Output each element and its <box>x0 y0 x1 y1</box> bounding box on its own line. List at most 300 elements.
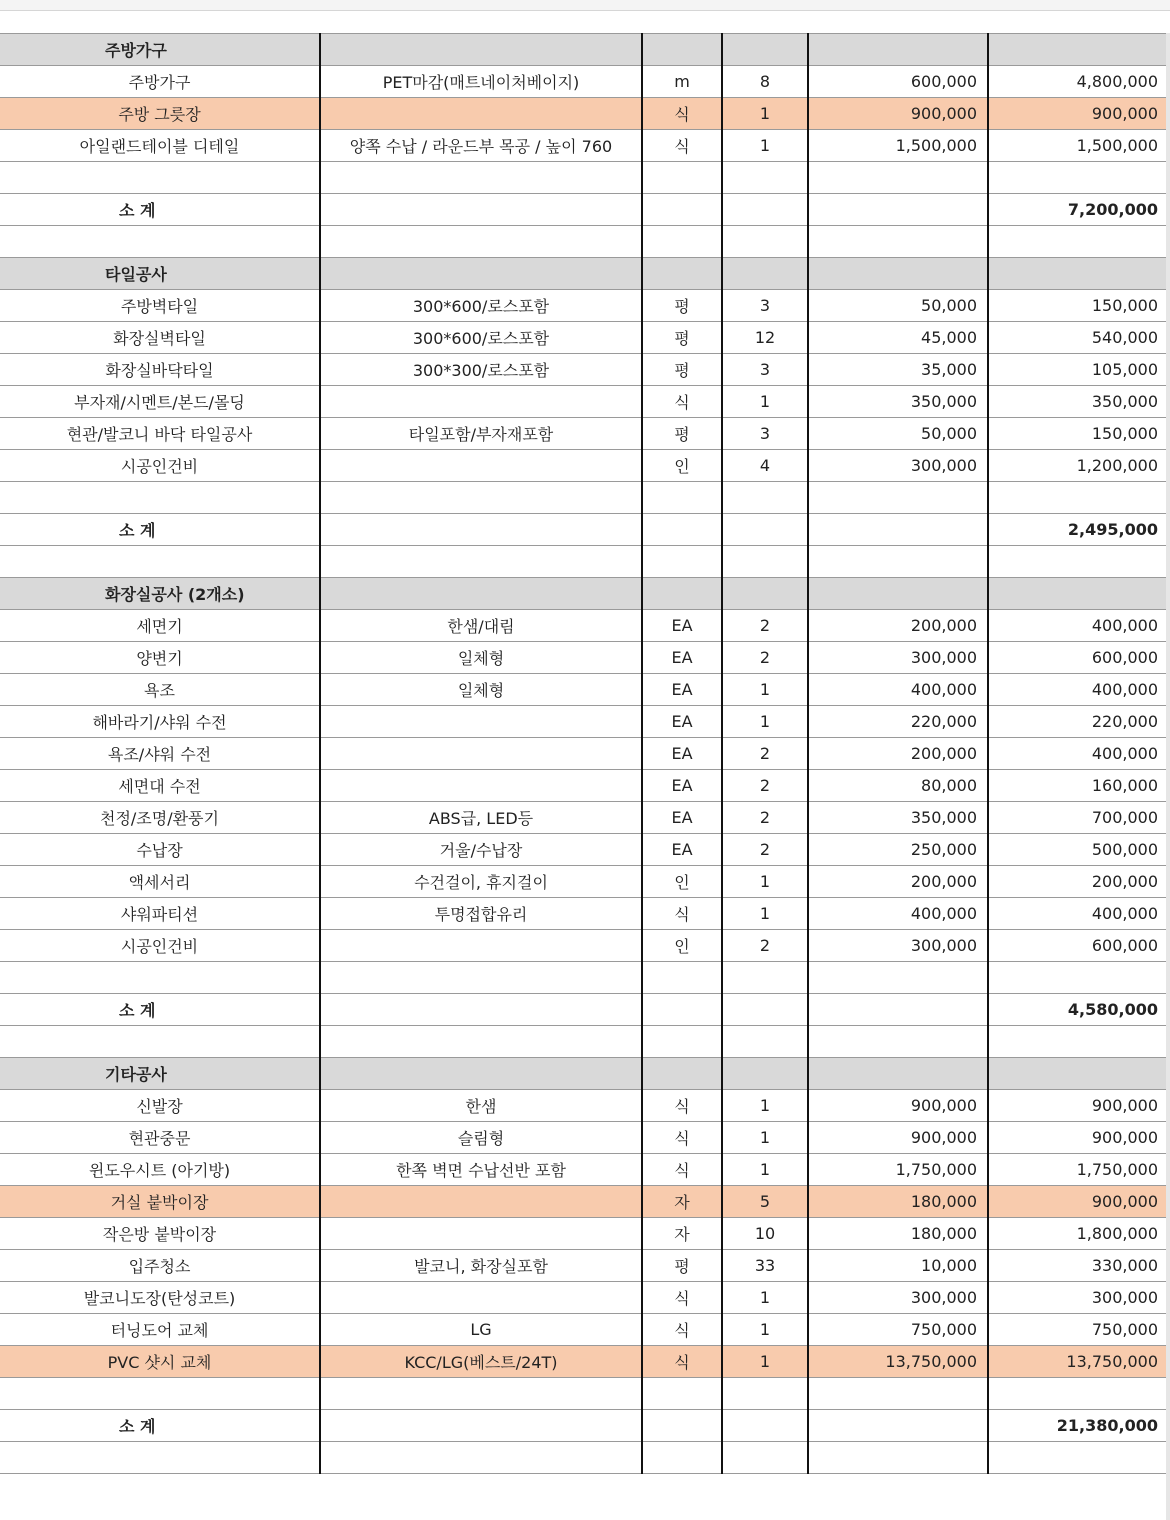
spec-cell[interactable]: 슬림형 <box>320 1122 642 1154</box>
unit-price-cell[interactable] <box>808 194 988 226</box>
unit-cell[interactable] <box>642 514 722 546</box>
unit-price-cell[interactable] <box>808 994 988 1026</box>
spreadsheet-toolbar-edge <box>0 0 1170 11</box>
unit-price-cell[interactable]: 200,000 <box>808 738 988 770</box>
table-row <box>0 706 1168 738</box>
amount-cell[interactable]: 400,000 <box>988 898 1168 930</box>
table-row <box>0 1282 1168 1314</box>
unit-price-cell[interactable]: 13,750,000 <box>808 1346 988 1378</box>
amount-cell[interactable]: 1,200,000 <box>988 450 1168 482</box>
unit-price-cell[interactable]: 600,000 <box>808 66 988 98</box>
unit-price-cell[interactable]: 80,000 <box>808 770 988 802</box>
unit-cell[interactable]: 식 <box>642 1090 722 1122</box>
quantity-cell[interactable]: 4 <box>722 450 808 482</box>
amount-cell[interactable]: 600,000 <box>988 930 1168 962</box>
unit-price-cell[interactable]: 45,000 <box>808 322 988 354</box>
table-row <box>0 130 1168 162</box>
quantity-cell[interactable] <box>722 1058 808 1090</box>
spec-cell[interactable] <box>320 386 642 418</box>
unit-cell[interactable]: 식 <box>642 1314 722 1346</box>
quantity-cell[interactable]: 1 <box>722 866 808 898</box>
section-header-row <box>0 578 1168 610</box>
spec-cell[interactable]: KCC/LG(베스트/24T) <box>320 1346 642 1378</box>
item-cell[interactable]: 기타공사 <box>0 1058 320 1090</box>
spec-cell[interactable] <box>320 1026 642 1058</box>
spec-cell[interactable]: PET마감(매트네이처베이지) <box>320 66 642 98</box>
quantity-cell[interactable]: 1 <box>722 1090 808 1122</box>
spec-cell[interactable]: 거울/수납장 <box>320 834 642 866</box>
spec-cell[interactable]: 300*600/로스포함 <box>320 290 642 322</box>
unit-cell[interactable]: 식 <box>642 386 722 418</box>
amount-cell[interactable] <box>988 578 1168 610</box>
amount-cell[interactable]: 200,000 <box>988 866 1168 898</box>
spec-cell[interactable] <box>320 994 642 1026</box>
unit-price-cell[interactable] <box>808 514 988 546</box>
unit-price-cell[interactable]: 50,000 <box>808 290 988 322</box>
quantity-cell[interactable]: 2 <box>722 930 808 962</box>
quantity-cell[interactable]: 2 <box>722 802 808 834</box>
unit-cell[interactable]: 평 <box>642 290 722 322</box>
item-cell[interactable]: 양변기 <box>0 642 320 674</box>
unit-cell[interactable]: EA <box>642 642 722 674</box>
table-row <box>0 898 1168 930</box>
item-cell[interactable]: 주방벽타일 <box>0 290 320 322</box>
quantity-cell[interactable]: 33 <box>722 1250 808 1282</box>
unit-cell[interactable]: 인 <box>642 866 722 898</box>
unit-price-cell[interactable]: 180,000 <box>808 1218 988 1250</box>
table-row <box>0 930 1168 962</box>
unit-price-cell[interactable]: 1,500,000 <box>808 130 988 162</box>
unit-cell[interactable]: m <box>642 66 722 98</box>
unit-cell[interactable]: 평 <box>642 354 722 386</box>
amount-cell[interactable]: 13,750,000 <box>988 1346 1168 1378</box>
unit-cell[interactable]: EA <box>642 770 722 802</box>
amount-cell[interactable]: 7,200,000 <box>988 194 1168 226</box>
unit-price-cell[interactable]: 10,000 <box>808 1250 988 1282</box>
amount-cell[interactable]: 900,000 <box>988 1186 1168 1218</box>
item-cell[interactable] <box>0 226 320 258</box>
unit-price-cell[interactable]: 180,000 <box>808 1186 988 1218</box>
blank-row <box>0 1442 1168 1474</box>
unit-price-cell[interactable] <box>808 1058 988 1090</box>
unit-price-cell[interactable]: 300,000 <box>808 1282 988 1314</box>
spec-cell[interactable]: 수건걸이, 휴지걸이 <box>320 866 642 898</box>
item-cell[interactable]: 액세서리 <box>0 866 320 898</box>
amount-cell[interactable]: 105,000 <box>988 354 1168 386</box>
spec-cell[interactable] <box>320 450 642 482</box>
quantity-cell[interactable]: 2 <box>722 738 808 770</box>
unit-price-cell[interactable]: 220,000 <box>808 706 988 738</box>
amount-cell[interactable] <box>988 1058 1168 1090</box>
item-cell[interactable]: 주방가구 <box>0 66 320 98</box>
item-cell[interactable]: 현관/발코니 바닥 타일공사 <box>0 418 320 450</box>
unit-price-cell[interactable]: 50,000 <box>808 418 988 450</box>
unit-price-cell[interactable]: 300,000 <box>808 450 988 482</box>
item-cell[interactable] <box>0 962 320 994</box>
amount-cell[interactable]: 4,800,000 <box>988 66 1168 98</box>
table-row <box>0 1090 1168 1122</box>
spec-cell[interactable] <box>320 1282 642 1314</box>
unit-cell[interactable]: 식 <box>642 1346 722 1378</box>
quantity-cell[interactable]: 1 <box>722 1346 808 1378</box>
blank-row <box>0 482 1168 514</box>
spec-cell[interactable] <box>320 226 642 258</box>
spec-cell[interactable] <box>320 1378 642 1410</box>
unit-price-cell[interactable]: 200,000 <box>808 610 988 642</box>
item-cell[interactable]: 아일랜드테이블 디테일 <box>0 130 320 162</box>
item-cell[interactable]: 세면기 <box>0 610 320 642</box>
blank-row <box>0 162 1168 194</box>
amount-cell[interactable]: 600,000 <box>988 642 1168 674</box>
item-cell[interactable] <box>0 162 320 194</box>
unit-cell[interactable] <box>642 578 722 610</box>
quantity-cell[interactable]: 2 <box>722 610 808 642</box>
blank-row <box>0 962 1168 994</box>
unit-cell[interactable] <box>642 1026 722 1058</box>
quantity-cell[interactable]: 1 <box>722 130 808 162</box>
spec-cell[interactable]: 300*600/로스포함 <box>320 322 642 354</box>
quantity-cell[interactable]: 10 <box>722 1218 808 1250</box>
spec-cell[interactable]: 투명접합유리 <box>320 898 642 930</box>
unit-price-cell[interactable] <box>808 578 988 610</box>
quantity-cell[interactable]: 1 <box>722 1314 808 1346</box>
unit-cell[interactable] <box>642 1378 722 1410</box>
item-cell[interactable]: 소 계 <box>0 194 320 226</box>
quantity-cell[interactable]: 1 <box>722 386 808 418</box>
unit-cell[interactable] <box>642 1442 722 1474</box>
unit-cell[interactable]: EA <box>642 738 722 770</box>
quantity-cell[interactable] <box>722 482 808 514</box>
unit-cell[interactable]: EA <box>642 706 722 738</box>
spec-cell[interactable]: 발코니, 화장실포함 <box>320 1250 642 1282</box>
amount-cell[interactable]: 750,000 <box>988 1314 1168 1346</box>
spec-cell[interactable] <box>320 1442 642 1474</box>
amount-cell[interactable]: 1,500,000 <box>988 130 1168 162</box>
unit-cell[interactable] <box>642 962 722 994</box>
item-cell[interactable]: 타일공사 <box>0 258 320 290</box>
amount-cell[interactable] <box>988 258 1168 290</box>
unit-price-cell[interactable] <box>808 34 988 66</box>
blank-row <box>0 1378 1168 1410</box>
item-cell[interactable]: 세면대 수전 <box>0 770 320 802</box>
amount-cell[interactable]: 1,750,000 <box>988 1154 1168 1186</box>
item-cell[interactable]: PVC 샷시 교체 <box>0 1346 320 1378</box>
table-row <box>0 418 1168 450</box>
sheet-right-edge <box>1166 33 1170 1520</box>
spec-cell[interactable]: 한샘 <box>320 1090 642 1122</box>
amount-cell[interactable] <box>988 1378 1168 1410</box>
unit-price-cell[interactable] <box>808 1410 988 1442</box>
item-cell[interactable]: 소 계 <box>0 514 320 546</box>
table-row <box>0 98 1168 130</box>
amount-cell[interactable]: 900,000 <box>988 1122 1168 1154</box>
item-cell[interactable] <box>0 1442 320 1474</box>
table-row <box>0 802 1168 834</box>
quantity-cell[interactable] <box>722 994 808 1026</box>
item-cell[interactable]: 소 계 <box>0 1410 320 1442</box>
unit-cell[interactable]: EA <box>642 834 722 866</box>
spec-cell[interactable] <box>320 258 642 290</box>
quantity-cell[interactable] <box>722 258 808 290</box>
unit-cell[interactable]: 평 <box>642 418 722 450</box>
spec-cell[interactable]: 한샘/대림 <box>320 610 642 642</box>
spec-cell[interactable]: 일체형 <box>320 674 642 706</box>
quantity-cell[interactable] <box>722 162 808 194</box>
item-cell[interactable]: 입주청소 <box>0 1250 320 1282</box>
quantity-cell[interactable]: 12 <box>722 322 808 354</box>
quantity-cell[interactable]: 1 <box>722 1122 808 1154</box>
spec-cell[interactable] <box>320 770 642 802</box>
amount-cell[interactable]: 400,000 <box>988 674 1168 706</box>
quantity-cell[interactable] <box>722 546 808 578</box>
quantity-cell[interactable] <box>722 1410 808 1442</box>
spec-cell[interactable] <box>320 706 642 738</box>
item-cell[interactable]: 시공인건비 <box>0 450 320 482</box>
amount-cell[interactable]: 700,000 <box>988 802 1168 834</box>
spec-cell[interactable]: 타일포함/부자재포함 <box>320 418 642 450</box>
unit-cell[interactable] <box>642 194 722 226</box>
unit-cell[interactable] <box>642 482 722 514</box>
spec-cell[interactable] <box>320 1410 642 1442</box>
table-row <box>0 642 1168 674</box>
quantity-cell[interactable] <box>722 1378 808 1410</box>
unit-cell[interactable]: 식 <box>642 898 722 930</box>
item-cell[interactable]: 부자재/시멘트/본드/몰딩 <box>0 386 320 418</box>
unit-price-cell[interactable] <box>808 258 988 290</box>
quantity-cell[interactable]: 1 <box>722 674 808 706</box>
unit-cell[interactable]: 평 <box>642 322 722 354</box>
unit-price-cell[interactable]: 300,000 <box>808 930 988 962</box>
section-header-row <box>0 1058 1168 1090</box>
spec-cell[interactable]: ABS급, LED등 <box>320 802 642 834</box>
unit-cell[interactable]: 식 <box>642 130 722 162</box>
spec-cell[interactable]: 300*300/로스포함 <box>320 354 642 386</box>
spec-cell[interactable] <box>320 1186 642 1218</box>
quantity-cell[interactable] <box>722 962 808 994</box>
amount-cell[interactable]: 330,000 <box>988 1250 1168 1282</box>
table-row <box>0 1186 1168 1218</box>
spec-cell[interactable] <box>320 482 642 514</box>
spec-cell[interactable] <box>320 930 642 962</box>
amount-cell[interactable]: 400,000 <box>988 610 1168 642</box>
amount-cell[interactable]: 160,000 <box>988 770 1168 802</box>
unit-cell[interactable]: 자 <box>642 1186 722 1218</box>
item-cell[interactable]: 터닝도어 교체 <box>0 1314 320 1346</box>
blank-row <box>0 1026 1168 1058</box>
amount-cell[interactable] <box>988 482 1168 514</box>
item-cell[interactable]: 욕조 <box>0 674 320 706</box>
amount-cell[interactable] <box>988 546 1168 578</box>
unit-price-cell[interactable]: 250,000 <box>808 834 988 866</box>
amount-cell[interactable]: 2,495,000 <box>988 514 1168 546</box>
estimate-table <box>0 33 1168 1474</box>
unit-price-cell[interactable] <box>808 162 988 194</box>
amount-cell[interactable]: 300,000 <box>988 1282 1168 1314</box>
unit-price-cell[interactable] <box>808 1026 988 1058</box>
quantity-cell[interactable]: 1 <box>722 1154 808 1186</box>
item-cell[interactable] <box>0 1378 320 1410</box>
unit-price-cell[interactable]: 900,000 <box>808 1090 988 1122</box>
spec-cell[interactable] <box>320 546 642 578</box>
quantity-cell[interactable] <box>722 578 808 610</box>
spec-cell[interactable]: 한쪽 벽면 수납선반 포함 <box>320 1154 642 1186</box>
item-cell[interactable]: 현관중문 <box>0 1122 320 1154</box>
spec-cell[interactable] <box>320 738 642 770</box>
spec-cell[interactable] <box>320 1058 642 1090</box>
item-cell[interactable] <box>0 546 320 578</box>
item-cell[interactable]: 해바라기/샤워 수전 <box>0 706 320 738</box>
quantity-cell[interactable]: 1 <box>722 898 808 930</box>
quantity-cell[interactable]: 1 <box>722 706 808 738</box>
item-cell[interactable]: 윈도우시트 (아기방) <box>0 1154 320 1186</box>
spec-cell[interactable] <box>320 98 642 130</box>
unit-price-cell[interactable]: 300,000 <box>808 642 988 674</box>
spec-cell[interactable] <box>320 34 642 66</box>
unit-price-cell[interactable]: 400,000 <box>808 674 988 706</box>
blank-row <box>0 546 1168 578</box>
unit-cell[interactable] <box>642 226 722 258</box>
item-cell[interactable]: 시공인건비 <box>0 930 320 962</box>
unit-cell[interactable]: 식 <box>642 1282 722 1314</box>
amount-cell[interactable]: 150,000 <box>988 290 1168 322</box>
unit-price-cell[interactable]: 900,000 <box>808 98 988 130</box>
unit-cell[interactable] <box>642 1410 722 1442</box>
quantity-cell[interactable] <box>722 1026 808 1058</box>
unit-price-cell[interactable]: 900,000 <box>808 1122 988 1154</box>
amount-cell[interactable] <box>988 1442 1168 1474</box>
item-cell[interactable]: 화장실바닥타일 <box>0 354 320 386</box>
unit-cell[interactable] <box>642 994 722 1026</box>
unit-price-cell[interactable] <box>808 962 988 994</box>
unit-price-cell[interactable] <box>808 226 988 258</box>
unit-cell[interactable]: 인 <box>642 930 722 962</box>
amount-cell[interactable] <box>988 34 1168 66</box>
amount-cell[interactable]: 500,000 <box>988 834 1168 866</box>
item-cell[interactable]: 거실 붙박이장 <box>0 1186 320 1218</box>
unit-cell[interactable] <box>642 34 722 66</box>
quantity-cell[interactable]: 2 <box>722 770 808 802</box>
item-cell[interactable] <box>0 482 320 514</box>
unit-cell[interactable]: 식 <box>642 1154 722 1186</box>
amount-cell[interactable]: 1,800,000 <box>988 1218 1168 1250</box>
subtotal-row <box>0 1410 1168 1442</box>
item-cell[interactable]: 수납장 <box>0 834 320 866</box>
spec-cell[interactable] <box>320 162 642 194</box>
amount-cell[interactable]: 4,580,000 <box>988 994 1168 1026</box>
item-cell[interactable]: 화장실공사 (2개소) <box>0 578 320 610</box>
table-row <box>0 738 1168 770</box>
amount-cell[interactable]: 150,000 <box>988 418 1168 450</box>
unit-price-cell[interactable]: 350,000 <box>808 802 988 834</box>
item-cell[interactable]: 주방 그릇장 <box>0 98 320 130</box>
quantity-cell[interactable] <box>722 514 808 546</box>
unit-price-cell[interactable] <box>808 482 988 514</box>
spec-cell[interactable] <box>320 514 642 546</box>
unit-price-cell[interactable] <box>808 546 988 578</box>
item-cell[interactable]: 작은방 붙박이장 <box>0 1218 320 1250</box>
item-cell[interactable]: 소 계 <box>0 994 320 1026</box>
spec-cell[interactable]: 일체형 <box>320 642 642 674</box>
unit-cell[interactable] <box>642 162 722 194</box>
table-row <box>0 1218 1168 1250</box>
unit-price-cell[interactable]: 750,000 <box>808 1314 988 1346</box>
quantity-cell[interactable]: 3 <box>722 418 808 450</box>
quantity-cell[interactable]: 8 <box>722 66 808 98</box>
amount-cell[interactable]: 900,000 <box>988 1090 1168 1122</box>
quantity-cell[interactable]: 5 <box>722 1186 808 1218</box>
item-cell[interactable]: 화장실벽타일 <box>0 322 320 354</box>
unit-cell[interactable]: EA <box>642 802 722 834</box>
item-cell[interactable]: 샤워파티션 <box>0 898 320 930</box>
quantity-cell[interactable]: 2 <box>722 642 808 674</box>
unit-price-cell[interactable]: 400,000 <box>808 898 988 930</box>
amount-cell[interactable] <box>988 1026 1168 1058</box>
unit-cell[interactable] <box>642 1058 722 1090</box>
spec-cell[interactable] <box>320 578 642 610</box>
unit-price-cell[interactable]: 350,000 <box>808 386 988 418</box>
spec-cell[interactable] <box>320 1218 642 1250</box>
item-cell[interactable]: 천정/조명/환풍기 <box>0 802 320 834</box>
table-row <box>0 1122 1168 1154</box>
spec-cell[interactable]: 양쪽 수납 / 라운드부 목공 / 높이 760 <box>320 130 642 162</box>
unit-cell[interactable] <box>642 546 722 578</box>
amount-cell[interactable]: 350,000 <box>988 386 1168 418</box>
table-row <box>0 674 1168 706</box>
subtotal-row <box>0 994 1168 1026</box>
quantity-cell[interactable] <box>722 194 808 226</box>
unit-price-cell[interactable]: 200,000 <box>808 866 988 898</box>
spec-cell[interactable] <box>320 194 642 226</box>
quantity-cell[interactable] <box>722 34 808 66</box>
item-cell[interactable]: 욕조/샤워 수전 <box>0 738 320 770</box>
unit-cell[interactable]: 자 <box>642 1218 722 1250</box>
quantity-cell[interactable]: 2 <box>722 834 808 866</box>
item-cell[interactable]: 발코니도장(탄성코트) <box>0 1282 320 1314</box>
item-cell[interactable]: 주방가구 <box>0 34 320 66</box>
unit-price-cell[interactable]: 1,750,000 <box>808 1154 988 1186</box>
amount-cell[interactable]: 900,000 <box>988 98 1168 130</box>
unit-cell[interactable]: EA <box>642 610 722 642</box>
unit-cell[interactable]: 평 <box>642 1250 722 1282</box>
spec-cell[interactable]: LG <box>320 1314 642 1346</box>
amount-cell[interactable] <box>988 962 1168 994</box>
amount-cell[interactable]: 220,000 <box>988 706 1168 738</box>
subtotal-row <box>0 194 1168 226</box>
quantity-cell[interactable]: 3 <box>722 354 808 386</box>
unit-cell[interactable] <box>642 258 722 290</box>
amount-cell[interactable]: 21,380,000 <box>988 1410 1168 1442</box>
amount-cell[interactable]: 540,000 <box>988 322 1168 354</box>
unit-price-cell[interactable] <box>808 1378 988 1410</box>
spec-cell[interactable] <box>320 962 642 994</box>
quantity-cell[interactable]: 1 <box>722 1282 808 1314</box>
quantity-cell[interactable]: 1 <box>722 98 808 130</box>
quantity-cell[interactable] <box>722 1442 808 1474</box>
unit-cell[interactable]: 인 <box>642 450 722 482</box>
amount-cell[interactable] <box>988 162 1168 194</box>
unit-price-cell[interactable] <box>808 1442 988 1474</box>
unit-price-cell[interactable]: 35,000 <box>808 354 988 386</box>
amount-cell[interactable] <box>988 226 1168 258</box>
quantity-cell[interactable] <box>722 226 808 258</box>
amount-cell[interactable]: 400,000 <box>988 738 1168 770</box>
item-cell[interactable]: 신발장 <box>0 1090 320 1122</box>
quantity-cell[interactable]: 3 <box>722 290 808 322</box>
unit-cell[interactable]: EA <box>642 674 722 706</box>
unit-cell[interactable]: 식 <box>642 1122 722 1154</box>
item-cell[interactable] <box>0 1026 320 1058</box>
unit-cell[interactable]: 식 <box>642 98 722 130</box>
